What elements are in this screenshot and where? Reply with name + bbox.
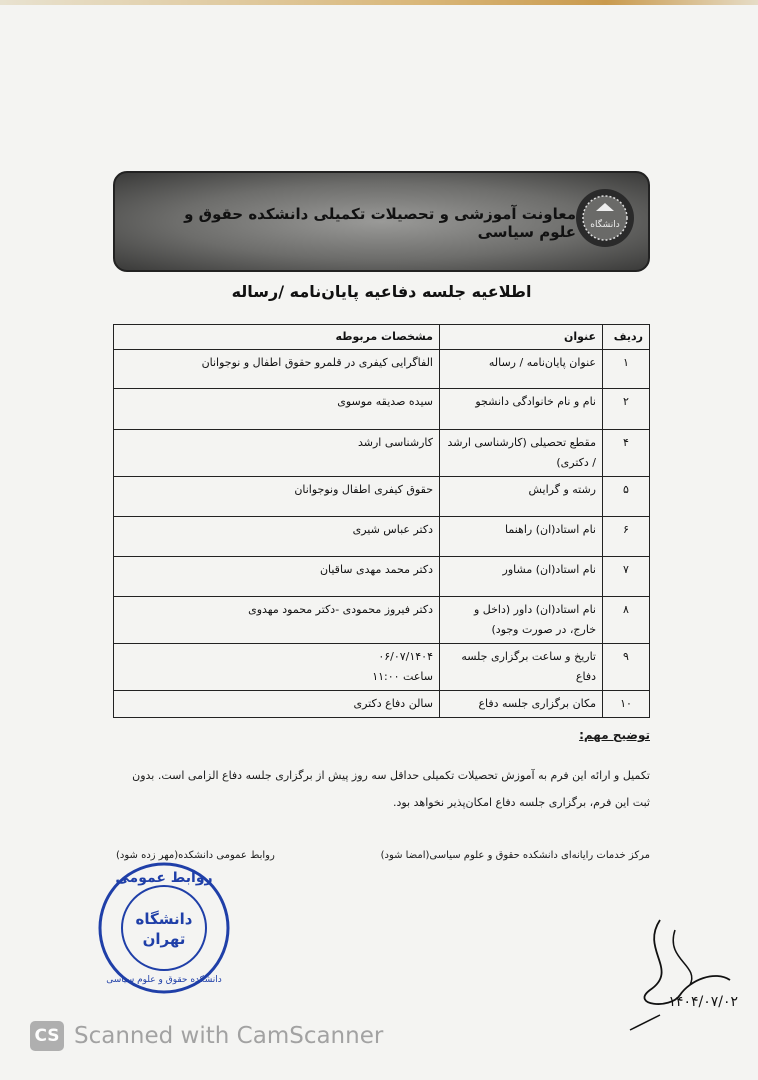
camscanner-watermark: [30, 1018, 410, 1054]
row-num: ۹: [603, 644, 650, 691]
table-row: [114, 644, 650, 691]
row-details: سالن دفاع دکتری: [114, 691, 440, 718]
row-num: ۵: [603, 477, 650, 517]
row-title: رشته و گرایش: [440, 477, 603, 517]
watermark-text: Scanned with CamScanner: [74, 1023, 384, 1049]
row-details: [114, 644, 440, 691]
stamp-top-text: روابط عمومی: [115, 870, 213, 886]
row-title: نام استاد(ان) راهنما: [440, 517, 603, 557]
handwritten-date: ۱۴۰۴/۰۷/۰۲: [668, 994, 738, 1010]
table-row: [114, 691, 650, 718]
row-details: دکتر فیروز محمودی -دکتر محمود مهدوی: [114, 597, 440, 644]
header-num: ردیف: [603, 325, 650, 350]
header-details: مشخصات مربوطه: [114, 325, 440, 350]
row-title: نام استاد(ان) مشاور: [440, 557, 603, 597]
row-details: دکتر عباس شیری: [114, 517, 440, 557]
notes-text: تکمیل و ارائه این فرم به آموزش تحصیلات تکمیلی حداقل سه روز پیش از برگزاری جلسه دفاع الزامی است. بدون ثبت این فرم، برگزاری جلسه دفاع امکان‌پذیر نخواهد بود.: [132, 769, 650, 809]
table-header-row: [114, 325, 650, 350]
row-details: دکتر محمد مهدی ساقیان: [114, 557, 440, 597]
signature-label-computer-center: مرکز خدمات رایانه‌ای دانشکده حقوق و علوم سیاسی(امضا شود): [380, 850, 650, 861]
scan-top-edge: [0, 0, 758, 5]
table-row: [114, 350, 650, 389]
document-title: اطلاعیه جلسه دفاعیه پایان‌نامه /رساله: [231, 282, 532, 301]
handwritten-signature-icon: [620, 910, 750, 1040]
row-title: عنوان پایان‌نامه / رساله: [440, 350, 603, 389]
table-row: [114, 597, 650, 644]
row-title: تاریخ و ساعت برگزاری جلسه دفاع: [440, 644, 603, 691]
defense-date: ۰۶/۰۷/۱۴۰۴: [378, 650, 433, 663]
row-title: نام و نام خانوادگی دانشجو: [440, 389, 603, 430]
row-details: حقوق کیفری اطفال ونوجوانان: [114, 477, 440, 517]
row-num: ۶: [603, 517, 650, 557]
row-details: الفاگرایی کیفری در قلمرو حقوق اطفال و نوجوانان: [114, 350, 440, 389]
stamp-center-line2: تهران: [142, 930, 186, 948]
row-num: ۴: [603, 430, 650, 477]
notes-heading: توضیح مهم:: [579, 728, 650, 742]
stamp-ring-text: دانشکده حقوق و علوم سیاسی: [106, 975, 222, 985]
row-num: ۱: [603, 350, 650, 389]
header-title-col: عنوان: [440, 325, 603, 350]
table-row: [114, 557, 650, 597]
row-details: سیده صدیقه موسوی: [114, 389, 440, 430]
table-row: [114, 477, 650, 517]
row-title: مقطع تحصیلی (کارشناسی ارشد / دکتری): [440, 430, 603, 477]
stamp-center-line1: دانشگاه: [135, 910, 193, 928]
row-num: ۸: [603, 597, 650, 644]
table-row: [114, 430, 650, 477]
row-num: ۱۰: [603, 691, 650, 718]
row-title: مکان برگزاری جلسه دفاع: [440, 691, 603, 718]
camscanner-logo-icon: CS: [30, 1021, 64, 1051]
row-num: ۲: [603, 389, 650, 430]
table-row: [114, 517, 650, 557]
table-row: [114, 389, 650, 430]
header-banner: [113, 171, 650, 272]
signature-label-public-relations: روابط عمومی دانشکده(مهر زده شود): [116, 850, 275, 861]
defense-info-table: [113, 324, 650, 718]
logo-text: دانشگاه: [590, 220, 620, 230]
university-logo-icon: [574, 187, 636, 249]
university-stamp-icon: [94, 858, 234, 998]
row-details: کارشناسی ارشد: [114, 430, 440, 477]
header-title: معاونت آموزشی و تحصیلات تکمیلی دانشکده حقوق و علوم سیاسی: [184, 205, 576, 241]
row-title: نام استاد(ان) داور (داخل و خارج، در صورت وجود): [440, 597, 603, 644]
row-num: ۷: [603, 557, 650, 597]
defense-time: ساعت ۱۱:۰۰: [372, 670, 433, 683]
